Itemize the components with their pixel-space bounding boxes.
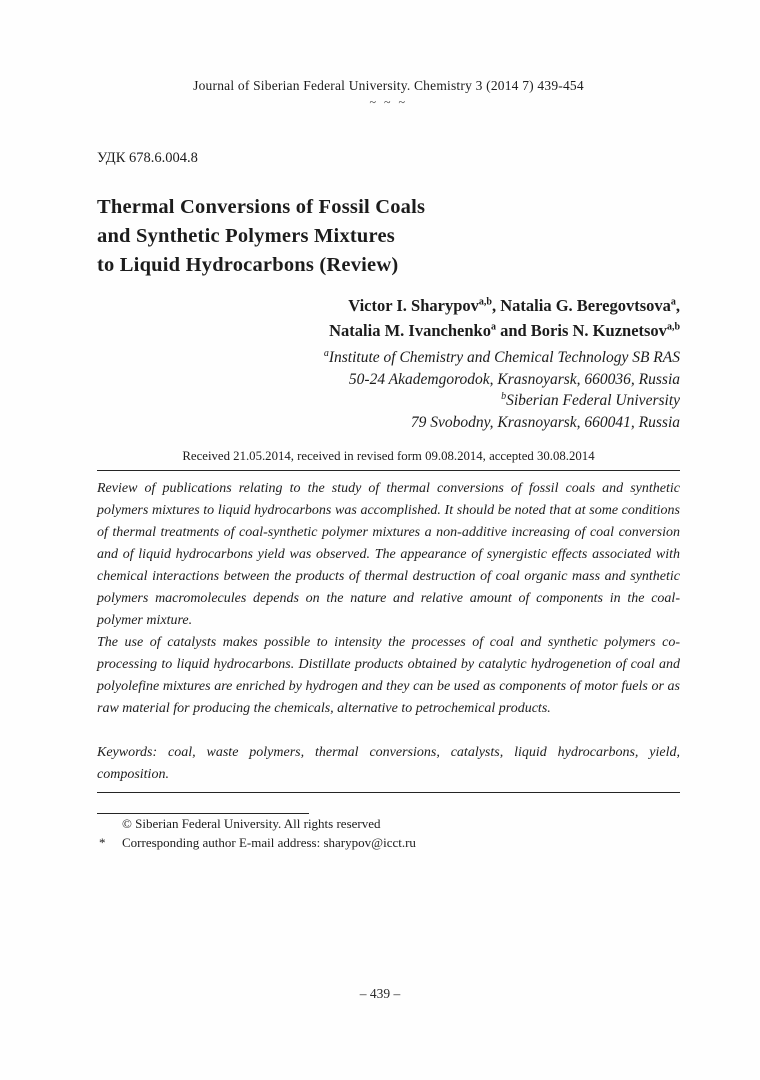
affiliations [97, 347, 680, 433]
abstract-paragraph-2: The use of catalysts makes possible to intensity the processes of coal and synthetic polymers co-processing to liquid hydrocarbons. Distillate products obtained by catalytic hydrogenetion of coal and polyolefine mixtures are enriched by hydrogen and they can be used as components of motor fuels or as raw material for producing the chemicals, alternative to petrochemical products. [97, 635, 680, 716]
asterisk-marker: * [99, 835, 106, 850]
copyright-note [97, 814, 680, 833]
page-content [0, 78, 760, 852]
affiliation-text: 79 Svobodny, Krasnoyarsk, 660041, Russia [410, 413, 680, 431]
author-affiliation-sup: a,b [478, 296, 492, 308]
author-name: Natalia M. Ivanchenko [329, 321, 491, 340]
affiliation-text: Siberian Federal University [506, 392, 680, 409]
author-affiliation-sup: a [490, 321, 496, 333]
affiliation-line-4 [97, 412, 680, 434]
byline [97, 293, 680, 433]
author-name: Victor I. Sharypov [348, 296, 479, 315]
copyright-text: © Siberian Federal University. All rights reserved [122, 816, 381, 831]
affiliation-sup: b [501, 390, 507, 402]
received-dates-line: Received 21.05.2014, received in revised form 09.08.2014, accepted 30.08.2014 [182, 449, 595, 463]
authors-line-2 [97, 318, 680, 343]
journal-title-line: Journal of Siberian Federal University. Chemistry 3 (2014 7) 439-454 [193, 78, 584, 93]
article-title [97, 193, 680, 280]
footnotes [97, 813, 680, 852]
affiliation-sup: a [323, 347, 329, 359]
article-title-line-2: and Synthetic Polymers Mixtures [97, 225, 395, 247]
article-title-line-1: Thermal Conversions of Fossil Coals [97, 196, 426, 218]
author-affiliation-sup: a,b [666, 321, 680, 333]
author-affiliation-sup: a [670, 296, 676, 308]
author-name: and Boris N. Kuznetsov [495, 321, 667, 340]
article-title-line-3: to Liquid Hydrocarbons (Review) [97, 254, 399, 276]
author-name: , Natalia G. Beregovtsova [491, 296, 671, 315]
affiliation-line-2 [97, 369, 680, 391]
affiliation-line-1 [97, 347, 680, 369]
abstract-top-rule [97, 470, 680, 471]
journal-header [97, 78, 680, 110]
corresponding-author-note [97, 833, 680, 852]
udk-code: УДК 678.6.004.8 [97, 150, 198, 166]
authors-line-1 [97, 293, 680, 318]
corresponding-author-text: Corresponding author E-mail address: sharypov@icct.ru [122, 835, 416, 850]
abstract [97, 478, 680, 786]
affiliation-text: Institute of Chemistry and Chemical Technology SB RAS [328, 349, 680, 366]
authors-line-comma: , [675, 296, 680, 315]
keywords-line: Keywords: coal, waste polymers, thermal conversions, catalysts, liquid hydrocarbons, yield, composition. [97, 745, 680, 782]
tilde-separator: ~ ~ ~ [369, 95, 408, 109]
affiliation-text: 50-24 Akademgorodok, Krasnoyarsk, 660036, Russia [348, 370, 680, 388]
page-number: – 439 – [359, 986, 401, 1001]
abstract-bottom-rule [97, 792, 680, 793]
abstract-paragraph-1: Review of publications relating to the study of thermal conversions of fossil coals and synthetic polymers mixtures to liquid hydrocarbons was accomplished. It should be noted that at some conditions of thermal treatments of coal-synthetic polymer mixtures a non-additive increasing of coal conversion and of liquid hydrocarbons yield was observed. The appearance of synergistic effects associated with chemical interactions between the products of thermal destruction of coal organic mass and synthetic polymers macromolecules depends on the nature and relative amount of components in the coal-polymer mixture. [97, 481, 680, 628]
affiliation-line-3 [97, 390, 680, 412]
